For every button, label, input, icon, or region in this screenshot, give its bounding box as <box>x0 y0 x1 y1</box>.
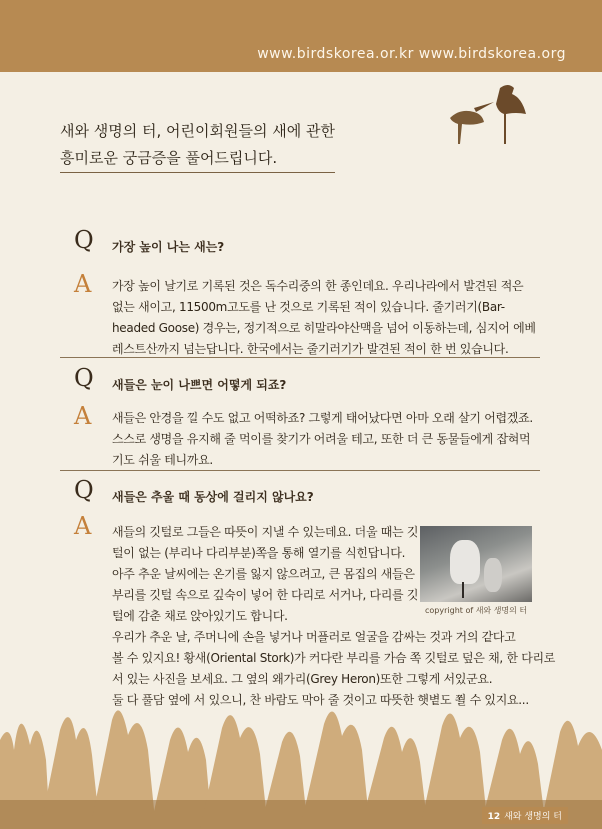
a-letter: A <box>74 402 92 430</box>
question-1: 가장 높이 나는 새는? <box>112 240 225 254</box>
q-letter: Q <box>74 364 94 392</box>
page-number: 12 <box>487 812 501 822</box>
answer-line: 털이 없는 (부리나 다리부분)쪽을 통해 열기를 식힌답니다. <box>112 546 406 560</box>
heron-figure <box>484 558 502 592</box>
stork-leg <box>462 582 464 598</box>
intro-line2: 흥미로운 궁금증을 풀어드립니다. <box>60 145 335 173</box>
answer-line: 둘 다 풀담 옆에 서 있으니, 찬 바람도 막아 줄 것이고 따뜻한 햇볕도 쬘 수 있지요... <box>112 693 529 707</box>
question-3: 새들은 추울 때 동상에 걸리지 않나요? <box>112 490 314 504</box>
intro-text <box>60 118 335 173</box>
divider <box>60 470 540 471</box>
answer-line: 서 있는 사진을 보세요. 그 옆의 왜가리(Grey Heron)또한 그렇게 서있군요. <box>112 672 493 686</box>
page-footer <box>482 807 568 824</box>
website-urls: www.birdskorea.or.kr www.birdskorea.org <box>257 46 566 62</box>
answer-line: 레스트산까지 넘는답니다. 한국에서는 줄기러기가 발견된 적이 한 번 있습니다. <box>112 342 509 356</box>
answer-line: headed Goose) 경우는, 정기적으로 히말라야산맥을 넘어 이동하는데, 심지어 에베 <box>112 321 536 335</box>
question-2: 새들은 눈이 나쁘면 어떻게 되죠? <box>112 378 287 392</box>
answer-line: 볼 수 있지요! 황새(Oriental Stork)가 커다란 부리를 가슴 쪽 깃털로 덮은 채, 한 다리로 <box>112 651 556 665</box>
answer-line: 새들의 깃털로 그들은 따뜻이 지낼 수 있는데요. 더울 때는 깃 <box>112 525 419 539</box>
answer-line: 스스로 생명을 유지해 줄 먹이를 찾기가 어려울 테고, 또한 더 큰 동물들에게 잡혀먹 <box>112 432 531 446</box>
a-letter: A <box>74 270 92 298</box>
answer-2 <box>112 408 533 471</box>
q-letter: Q <box>74 226 94 254</box>
answer-1 <box>112 276 536 360</box>
answer-line: 새들은 안경을 낄 수도 없고 어떡하죠? 그렇게 태어났다면 아마 오래 살기 어렵겠죠. <box>112 411 533 425</box>
photo-caption: copyright of 새와 생명의 터 <box>425 606 528 615</box>
answer-line: 우리가 추운 날, 주머니에 손을 넣거나 머플러로 얼굴을 감싸는 것과 거의 같다고 <box>112 630 516 644</box>
intro-line1: 새와 생명의 터, 어린이회원들의 새에 관한 <box>60 122 335 140</box>
header-bar <box>0 0 602 72</box>
a-letter: A <box>74 512 92 540</box>
stork-silhouette-logo <box>430 78 540 148</box>
answer-line: 없는 새이고, 11500m고도를 난 것으로 기록된 적이 있습니다. 줄기러기(Bar- <box>112 300 505 314</box>
q-letter: Q <box>74 476 94 504</box>
answer-line: 기도 쉬울 테니까요. <box>112 453 213 467</box>
answer-line: 부리를 깃털 속으로 깊숙이 넣어 한 다리로 서거나, 다리를 깃 <box>112 588 419 602</box>
answer-line: 가장 높이 날기로 기록된 것은 독수리중의 한 종인데요. 우리나라에서 발견된 적은 <box>112 279 524 293</box>
divider <box>60 357 540 358</box>
footer-title: 새와 생명의 터 <box>504 812 562 822</box>
stork-photo <box>420 526 532 602</box>
answer-3 <box>112 522 418 627</box>
answer-line: 아주 추운 날씨에는 온기를 잃지 않으려고, 큰 몸집의 새들은 <box>112 567 415 581</box>
answer-line: 털에 감춘 채로 앉아있기도 합니다. <box>112 609 288 623</box>
stork-figure <box>450 540 480 584</box>
